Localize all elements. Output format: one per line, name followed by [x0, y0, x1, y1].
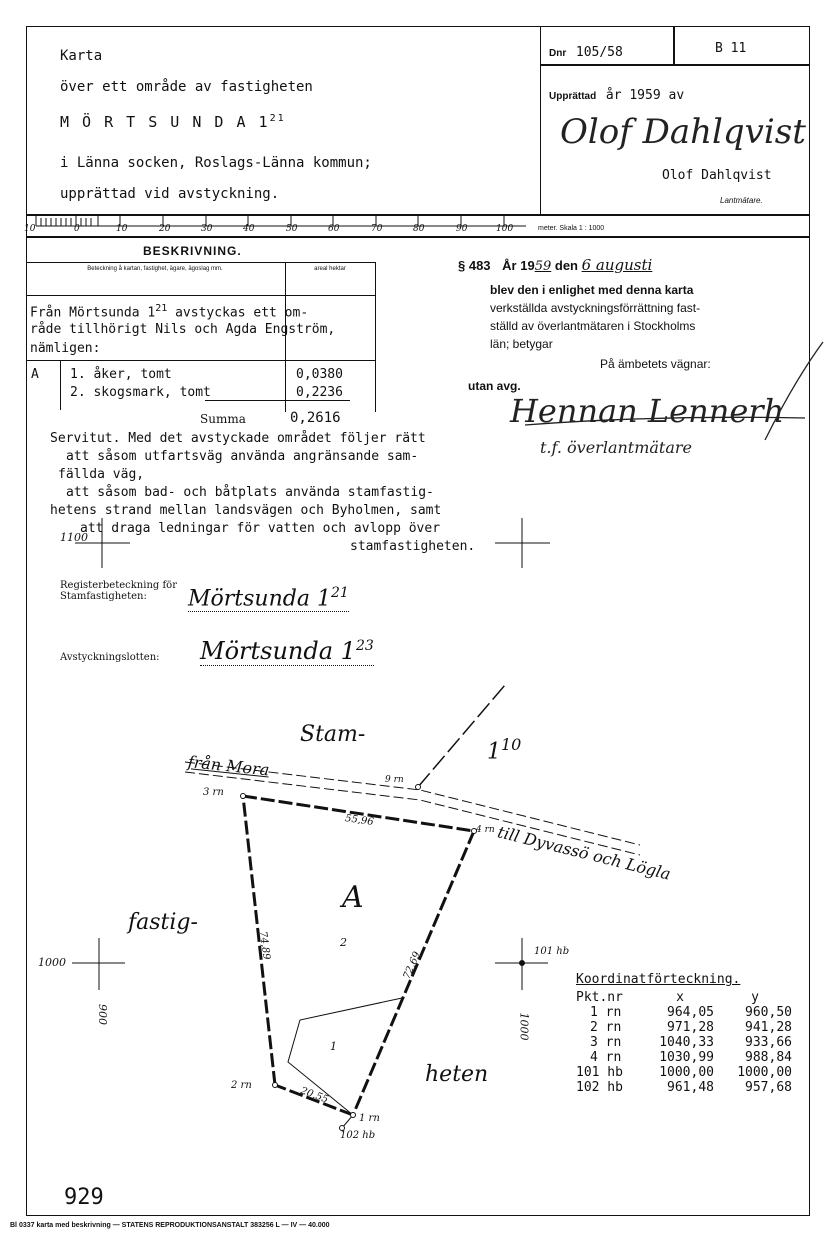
point-2rn: 2 rn: [231, 1080, 252, 1091]
overlantmatare-signature: Hennan Lennerh: [510, 392, 785, 430]
dist-top: 55,96: [344, 813, 375, 828]
road-to-label: till Dyvassö och Lögla: [495, 822, 673, 884]
map-label-stam-no: $1^{10}$: [487, 735, 522, 765]
decision-line3: verkställda avstyckningsförrättning fast-: [490, 301, 701, 315]
title-line2: över ett område av fastigheten: [60, 79, 313, 95]
title-line1: Karta: [60, 48, 103, 64]
decision-line5: län; betygar: [490, 337, 553, 351]
utan-avg: utan avg.: [468, 379, 521, 393]
intro-line3: nämligen:: [30, 341, 101, 356]
grid-label-1000: 1000: [38, 956, 66, 969]
sub-parcel-2: 2: [340, 936, 347, 949]
point-101hb: 101 hb: [534, 946, 570, 957]
purpose-line: upprättad vid avstyckning.: [60, 186, 280, 202]
map-code: B 11: [715, 41, 747, 56]
item1: 1. åker, tomt: [70, 367, 172, 382]
decision-line1: § 483 År 1959 den 6 augusti: [458, 256, 653, 274]
map-label-heten: heten: [425, 1062, 489, 1087]
point-3rn: 3 rn: [203, 787, 224, 798]
decision-line2: blev den i enlighet med denna karta: [490, 283, 694, 297]
item1-value: 0,0380: [296, 367, 343, 382]
summa-value: 0,2616: [290, 410, 341, 426]
location-line: i Länna socken, Roslags-Länna kommun;: [60, 155, 372, 171]
grid-label-1100: 1100: [60, 531, 88, 544]
coordinates-title: Koordinatförteckning.: [576, 972, 741, 987]
signature-title: t.f. överlantmätare: [540, 438, 693, 457]
register-label2: Avstyckningslotten:: [60, 652, 160, 663]
surveyor-name: Olof Dahlqvist: [662, 168, 772, 183]
decision-line6: På ämbetets vägnar:: [600, 357, 711, 371]
table-row: 4 rn 1030,99 988,84: [590, 1050, 792, 1065]
decision-line4: ställd av överlantmätaren i Stockholms: [490, 319, 696, 333]
table-row: 2 rn 971,28 941,28: [590, 1020, 792, 1035]
lott-value: Mörtsunda $1^{23}$: [200, 637, 374, 665]
register-label1: Registerbeteckning för Stamfastigheten:: [60, 580, 177, 602]
summa-label: Summa: [200, 412, 246, 426]
page-number: 929: [64, 1185, 104, 1210]
map-label-stam: Stam-: [300, 722, 366, 747]
table-row: 1 rn 964,05 960,50: [590, 1005, 792, 1020]
road-from-label: från Mora: [187, 752, 271, 780]
parcel-label: A: [342, 880, 364, 915]
dnr: Dnr 105/58: [549, 45, 623, 60]
dist-bottom: 20,55: [298, 1085, 330, 1106]
surveyor-role: Lantmätare.: [720, 196, 763, 205]
servitut-text: Servitut. Med det avstyckade området följer rätt att såsom utfartsväg använda angränsande sam- fällda väg, att såsom bad- och båtplats använda stamfastig- hetens strand mellan landsvägen och Byholmen, samt att draga ledningar för vatten och avlopp över stamfastigheten.: [50, 431, 476, 554]
point-4rn: 4 rn: [476, 825, 495, 835]
point-102hb: 102 hb: [340, 1130, 376, 1141]
item2-value: 0,2236: [296, 385, 343, 400]
dist-left: 74,89: [256, 930, 272, 961]
map-label-fastig: fastig-: [128, 910, 198, 935]
coordinates-header-row: Pkt.nr x y: [576, 990, 759, 1005]
beskrivning-title: BESKRIVNING.: [143, 244, 242, 258]
row-label: A: [31, 367, 39, 382]
dist-right: 72,69: [401, 950, 423, 981]
property-name: M Ö R T S U N D A $1^{21}$: [60, 113, 286, 131]
upprattad: Upprättad år 1959 av: [549, 88, 685, 103]
grid-label-900: 900: [96, 1004, 109, 1025]
imprint: Bl 0337 karta med beskrivning — STATENS REPRODUKTIONSANSTALT 383256 L — IV — 40.000: [10, 1222, 330, 1229]
table-row: 101 hb 1000,00 1000,00: [576, 1065, 792, 1080]
intro-line2: råde tillhörigt Nils och Agda Engström,: [30, 322, 336, 337]
stam-value: Mörtsunda $1^{21}$: [188, 585, 349, 612]
table-row: 3 rn 1040,33 933,66: [590, 1035, 792, 1050]
table-row: 102 hb 961,48 957,68: [576, 1080, 792, 1095]
scale-ticks: 10 0 10 20 30 40 50 60 70 80 90 100 meter. Skala 1 : 1000: [24, 224, 605, 234]
point-1rn: 1 rn: [359, 1113, 380, 1124]
point-9rn: 9 rn: [385, 775, 404, 785]
col1-header: Beteckning å kartan, fastighet, ägare, ägoslag mm.: [87, 266, 223, 272]
intro-line1: Från Mörtsunda $1^{21}$ avstyckas ett om-: [30, 303, 309, 321]
surveyor-signature: Olof Dahlqvist: [560, 112, 806, 152]
coordinates-table: [576, 990, 796, 1095]
sub-parcel-1: 1: [330, 1040, 337, 1053]
col2-header: areal hektar: [314, 266, 346, 272]
item2: 2. skogsmark, tomt: [70, 385, 211, 400]
grid-label-1000-vertical: 1000: [517, 1012, 531, 1041]
